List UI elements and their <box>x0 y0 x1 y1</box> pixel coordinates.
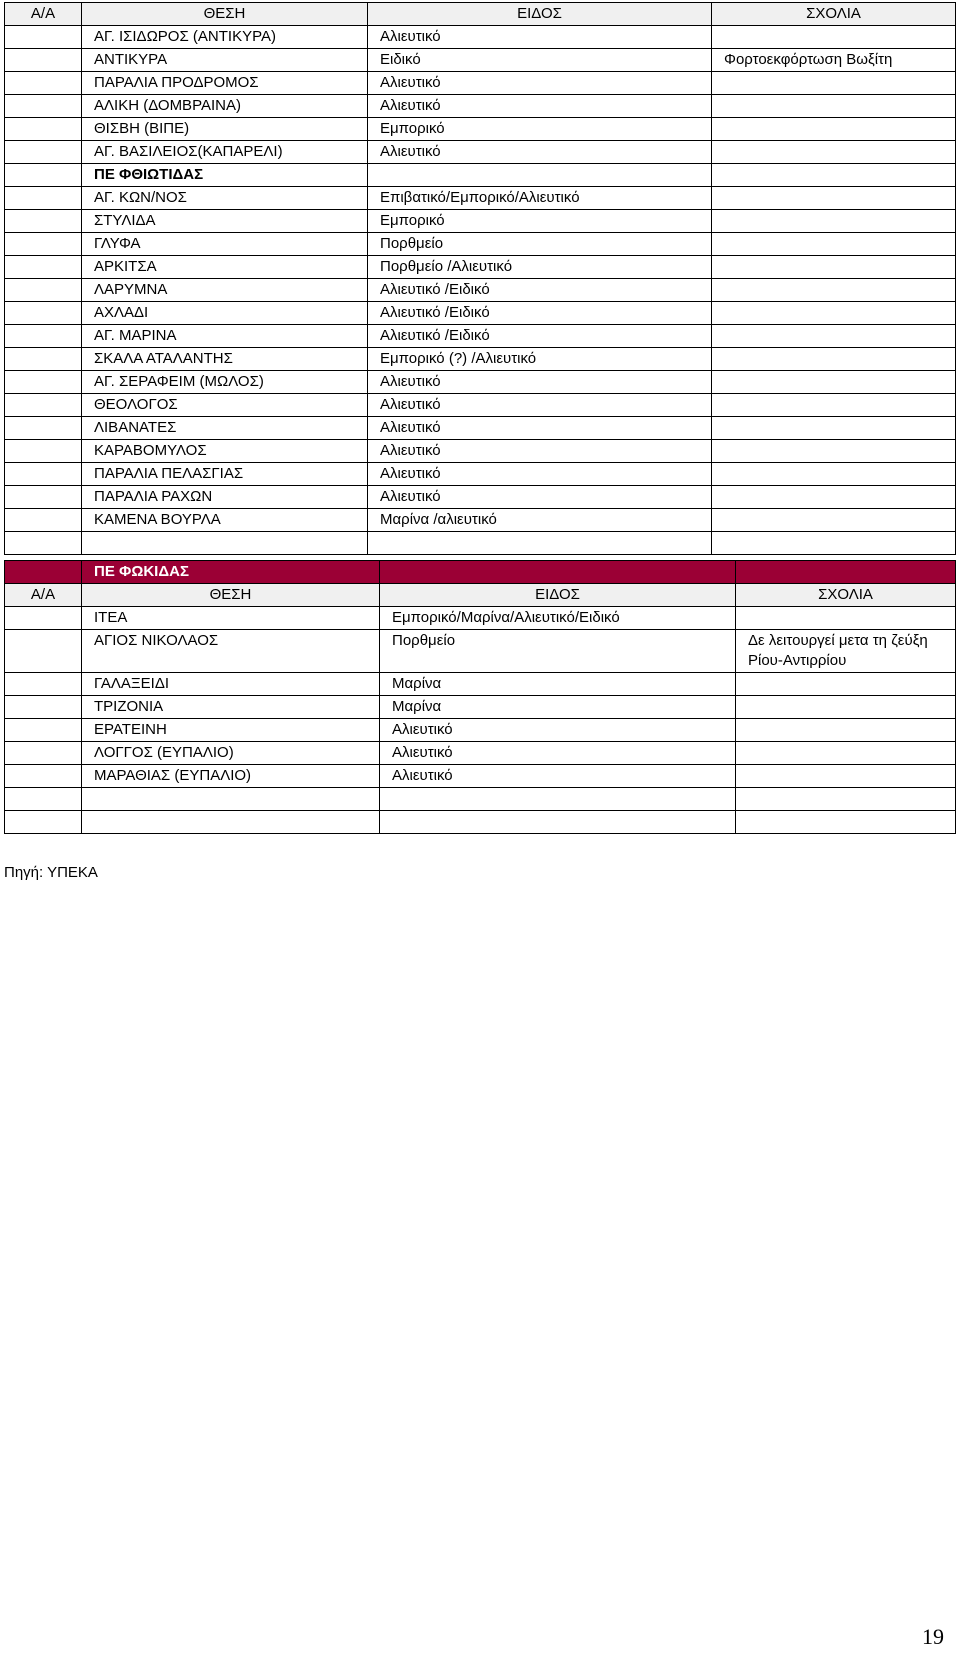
row-number-cell <box>5 509 82 532</box>
table-row <box>5 394 956 417</box>
row-number-cell <box>5 187 82 210</box>
place-cell: ΣΚΑΛΑ ΑΤΑΛΑΝΤΗΣ <box>82 348 368 371</box>
place-cell: ΠΑΡΑΛΙΑ ΠΕΛΑΣΓΙΑΣ <box>82 463 368 486</box>
table-row <box>5 371 956 394</box>
type-cell: Αλιευτικό <box>368 141 712 164</box>
source-note: Πηγή: ΥΠΕΚΑ <box>4 864 98 881</box>
table-row <box>5 233 956 256</box>
table-row <box>5 719 956 742</box>
place-cell: ΘΕΟΛΟΓΟΣ <box>82 394 368 417</box>
header-comments: ΣΧΟΛΙΑ <box>712 3 956 26</box>
row-number-cell <box>5 607 82 630</box>
table-row <box>5 72 956 95</box>
comments-cell <box>712 463 956 486</box>
comments-cell <box>712 348 956 371</box>
header-place: ΘΕΣΗ <box>82 3 368 26</box>
comments-cell <box>712 118 956 141</box>
place-cell: ΓΛΥΦΑ <box>82 233 368 256</box>
comments-cell <box>712 187 956 210</box>
page-number: 19 <box>922 1624 944 1649</box>
row-number-cell <box>5 371 82 394</box>
table-row <box>5 348 956 371</box>
type-cell: Αλιευτικό <box>380 742 736 765</box>
comments-cell <box>712 509 956 532</box>
comments-cell <box>712 164 956 187</box>
type-cell: Αλιευτικό <box>380 719 736 742</box>
empty-cell <box>368 532 712 555</box>
place-cell: ΑΓ. ΜΑΡΙΝΑ <box>82 325 368 348</box>
place-cell: ΛΟΓΓΟΣ (ΕΥΠΑΛΙΟ) <box>82 742 380 765</box>
type-cell: Αλιευτικό <box>368 394 712 417</box>
type-cell: Αλιευτικό <box>368 26 712 49</box>
type-cell: Εμπορικό <box>368 210 712 233</box>
type-cell: Πορθμείο /Αλιευτικό <box>368 256 712 279</box>
type-cell: Εμπορικό <box>368 118 712 141</box>
section-heading-row <box>5 164 956 187</box>
header-num: Α/Α <box>5 584 82 607</box>
comments-cell <box>712 141 956 164</box>
empty-cell <box>5 532 82 555</box>
row-number-cell <box>5 440 82 463</box>
table-row <box>5 440 956 463</box>
header-num: Α/Α <box>5 3 82 26</box>
comments-cell: Φορτοεκφόρτωση Βωξίτη <box>712 49 956 72</box>
comments-cell <box>712 256 956 279</box>
empty-cell <box>5 788 82 811</box>
comments-cell <box>712 486 956 509</box>
place-cell: ΑΓ. ΒΑΣΙΛΕΙΟΣ(ΚΑΠΑΡΕΛΙ) <box>82 141 368 164</box>
table-row <box>5 302 956 325</box>
table-row <box>5 210 956 233</box>
row-number-cell <box>5 486 82 509</box>
place-cell: ΤΡΙΖΟΝΙΑ <box>82 696 380 719</box>
place-cell: ΑΓΙΟΣ ΝΙΚΟΛΑΟΣ <box>82 630 380 673</box>
place-cell: ΛΙΒΑΝΑΤΕΣ <box>82 417 368 440</box>
table-row <box>5 279 956 302</box>
row-number-cell <box>5 719 82 742</box>
type-cell: Επιβατικό/Εμπορικό/Αλιευτικό <box>368 187 712 210</box>
section-heading-row <box>5 561 956 584</box>
place-cell: ΑΧΛΑΔΙ <box>82 302 368 325</box>
place-cell: ΠΑΡΑΛΙΑ ΠΡΟΔΡΟΜΟΣ <box>82 72 368 95</box>
empty-cell <box>736 788 956 811</box>
table-row <box>5 463 956 486</box>
place-cell: ΣΤΥΛΙΔΑ <box>82 210 368 233</box>
header-comments: ΣΧΟΛΙΑ <box>736 584 956 607</box>
empty-cell <box>82 811 380 834</box>
type-cell: Αλιευτικό /Ειδικό <box>368 279 712 302</box>
row-number-cell <box>5 26 82 49</box>
row-number-cell <box>5 561 82 584</box>
row-number-cell <box>5 696 82 719</box>
type-cell: Ειδικό <box>368 49 712 72</box>
table-row <box>5 696 956 719</box>
type-cell: Αλιευτικό <box>368 486 712 509</box>
comments-cell <box>712 302 956 325</box>
empty-cell <box>380 788 736 811</box>
table-row <box>5 630 956 673</box>
empty-cell <box>380 811 736 834</box>
type-cell: Αλιευτικό <box>380 765 736 788</box>
row-number-cell <box>5 256 82 279</box>
row-number-cell <box>5 742 82 765</box>
place-cell: ΙΤΕΑ <box>82 607 380 630</box>
type-cell: Αλιευτικό /Ειδικό <box>368 325 712 348</box>
place-cell: ΠΑΡΑΛΙΑ ΡΑΧΩΝ <box>82 486 368 509</box>
table-row <box>5 256 956 279</box>
type-cell: Εμπορικό (?) /Αλιευτικό <box>368 348 712 371</box>
table-row <box>5 607 956 630</box>
type-cell: Αλιευτικό <box>368 95 712 118</box>
table-row <box>5 95 956 118</box>
comments-cell <box>712 440 956 463</box>
place-cell: ΚΑΡΑΒΟΜΥΛΟΣ <box>82 440 368 463</box>
row-number-cell <box>5 72 82 95</box>
row-number-cell <box>5 348 82 371</box>
table-row <box>5 26 956 49</box>
row-number-cell <box>5 765 82 788</box>
place-cell: ΜΑΡΑΘΙΑΣ (ΕΥΠΑΛΙΟ) <box>82 765 380 788</box>
comments-cell <box>712 371 956 394</box>
type-cell <box>368 164 712 187</box>
comments-cell <box>712 95 956 118</box>
place-cell: ΑΓ. ΣΕΡΑΦΕΙΜ (ΜΩΛΟΣ) <box>82 371 368 394</box>
empty-cell <box>712 532 956 555</box>
header-type: ΕΙΔΟΣ <box>380 584 736 607</box>
place-cell: ΓΑΛΑΞΕΙΔΙ <box>82 673 380 696</box>
row-number-cell <box>5 164 82 187</box>
place-cell: ΑΡΚΙΤΣΑ <box>82 256 368 279</box>
section-title: ΠΕ ΦΩΚΙΔΑΣ <box>82 561 380 584</box>
header-place: ΘΕΣΗ <box>82 584 380 607</box>
type-cell: Μαρίνα <box>380 673 736 696</box>
empty-row <box>5 532 956 555</box>
comments-cell <box>712 279 956 302</box>
row-number-cell <box>5 95 82 118</box>
comments-cell <box>712 417 956 440</box>
type-cell: Μαρίνα /αλιευτικό <box>368 509 712 532</box>
row-number-cell <box>5 233 82 256</box>
row-number-cell <box>5 417 82 440</box>
empty-cell <box>82 532 368 555</box>
type-cell: Εμπορικό/Μαρίνα/Αλιευτικό/Ειδικό <box>380 607 736 630</box>
comments-cell <box>736 742 956 765</box>
comments-cell <box>712 210 956 233</box>
comments-cell <box>712 233 956 256</box>
table-row <box>5 673 956 696</box>
empty-cell <box>82 788 380 811</box>
place-cell: ΚΑΜΕΝΑ ΒΟΥΡΛΑ <box>82 509 368 532</box>
comments-cell <box>736 765 956 788</box>
comments-cell <box>736 607 956 630</box>
type-cell: Αλιευτικό <box>368 463 712 486</box>
comments-cell <box>712 26 956 49</box>
row-number-cell <box>5 463 82 486</box>
table-row <box>5 118 956 141</box>
place-cell: ΑΛΙΚΗ (ΔΟΜΒΡΑΙΝΑ) <box>82 95 368 118</box>
type-cell: Αλιευτικό <box>368 440 712 463</box>
place-cell: ΑΝΤΙΚΥΡΑ <box>82 49 368 72</box>
comments-cell <box>736 561 956 584</box>
section-title: ΠΕ ΦΘΙΩΤΙΔΑΣ <box>82 164 368 187</box>
table-row <box>5 742 956 765</box>
table-row <box>5 417 956 440</box>
place-cell: ΘΙΣΒΗ (ΒΙΠΕ) <box>82 118 368 141</box>
table-row <box>5 509 956 532</box>
empty-row <box>5 811 956 834</box>
row-number-cell <box>5 673 82 696</box>
comments-cell <box>736 673 956 696</box>
table-row <box>5 486 956 509</box>
type-cell: Αλιευτικό /Ειδικό <box>368 302 712 325</box>
comments-cell <box>712 72 956 95</box>
row-number-cell <box>5 141 82 164</box>
table-header-row <box>5 584 956 607</box>
type-cell: Αλιευτικό <box>368 72 712 95</box>
place-cell: ΑΓ. ΚΩΝ/ΝΟΣ <box>82 187 368 210</box>
table-row <box>5 141 956 164</box>
row-number-cell <box>5 118 82 141</box>
ports-table-fokida <box>4 560 956 834</box>
place-cell: ΕΡΑΤΕΙΝΗ <box>82 719 380 742</box>
ports-table-boeotia-phthiotis <box>4 2 956 555</box>
type-cell: Μαρίνα <box>380 696 736 719</box>
table-row <box>5 187 956 210</box>
table-header-row <box>5 3 956 26</box>
type-cell: Αλιευτικό <box>368 371 712 394</box>
row-number-cell <box>5 394 82 417</box>
comments-cell: Δε λειτουργεί μετα τη ζεύξη Ρίου-Αντιρρίου <box>736 630 956 673</box>
header-type: ΕΙΔΟΣ <box>368 3 712 26</box>
empty-cell <box>736 811 956 834</box>
row-number-cell <box>5 49 82 72</box>
row-number-cell <box>5 325 82 348</box>
table-row <box>5 49 956 72</box>
comments-cell <box>736 696 956 719</box>
place-cell: ΛΑΡΥΜΝΑ <box>82 279 368 302</box>
row-number-cell <box>5 210 82 233</box>
empty-cell <box>5 811 82 834</box>
type-cell: Αλιευτικό <box>368 417 712 440</box>
type-cell: Πορθμείο <box>368 233 712 256</box>
place-cell: ΑΓ. ΙΣΙΔΩΡΟΣ (ΑΝΤΙΚΥΡΑ) <box>82 26 368 49</box>
empty-row <box>5 788 956 811</box>
type-cell: Πορθμείο <box>380 630 736 673</box>
type-cell <box>380 561 736 584</box>
row-number-cell <box>5 302 82 325</box>
comments-cell <box>736 719 956 742</box>
row-number-cell <box>5 630 82 673</box>
table-row <box>5 325 956 348</box>
comments-cell <box>712 325 956 348</box>
table-row <box>5 765 956 788</box>
row-number-cell <box>5 279 82 302</box>
comments-cell <box>712 394 956 417</box>
